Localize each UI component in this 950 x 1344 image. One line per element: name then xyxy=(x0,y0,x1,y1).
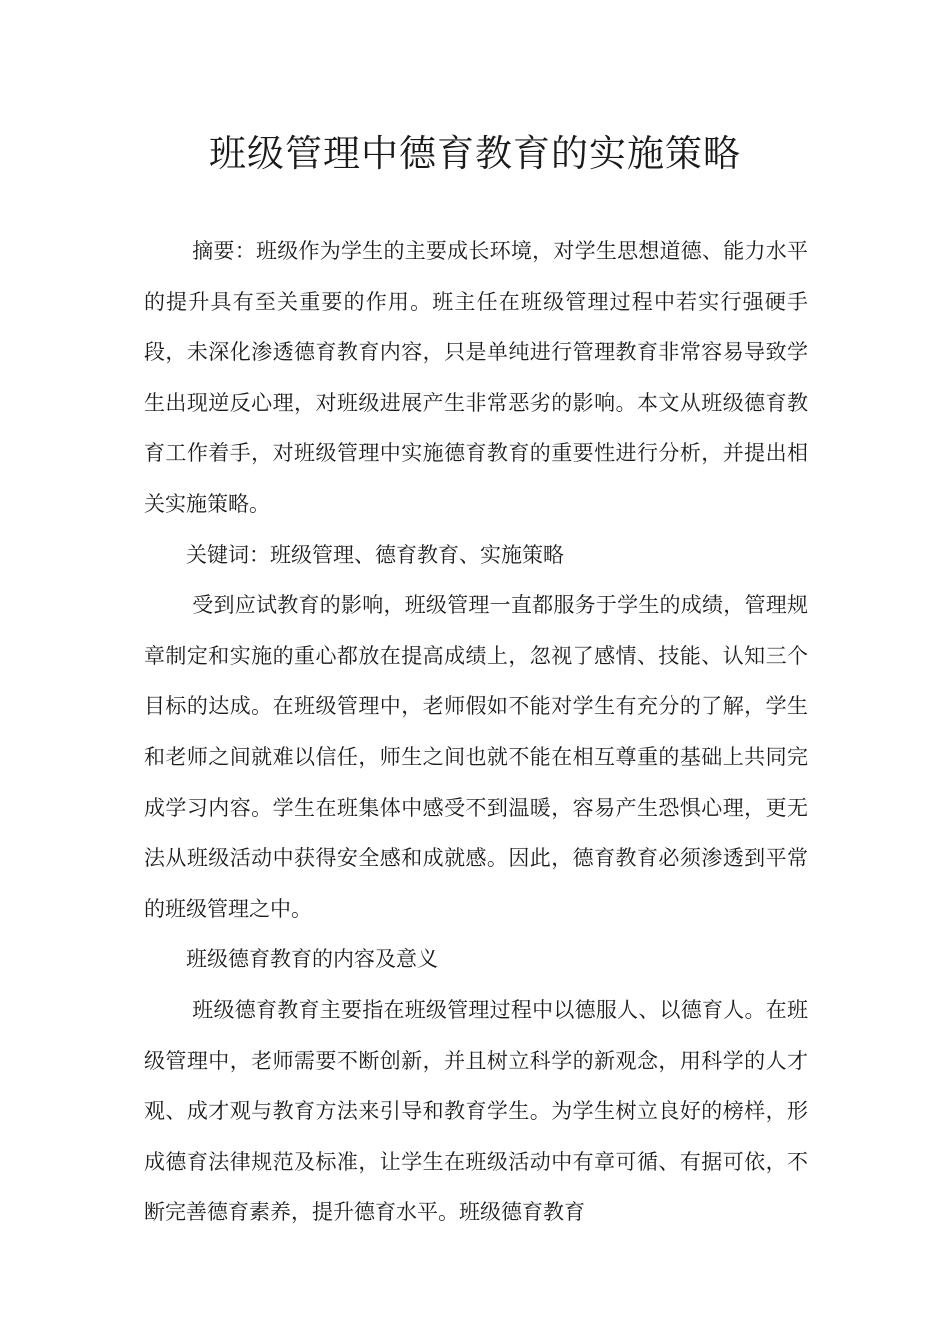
abstract-paragraph: 摘要：班级作为学生的主要成长环境，对学生思想道德、能力水平的提升具有至关重要的作用。班主任在班级管理过程中若实行强硬手段，未深化渗透德育教育内容，只是单纯进行管理教育非常容易导致学生出现逆反心理，对班级进展产生非常恶劣的影响。本文从班级德育教育工作着手，对班级管理中实施德育教育的重要性进行分析，并提出相关实施策略。 xyxy=(144,239,808,516)
section-paragraph: 班级德育教育主要指在班级管理过程中以德服人、以德育人。在班级管理中，老师需要不断创新，并且树立科学的新观念，用科学的人才观、成才观与教育方法来引导和教育学生。为学生树立良好的榜样，形成德育法律规范及标准，让学生在班级活动中有章可循、有据可依，不断完善德育素养，提升德育水平。班级德育教育 xyxy=(144,997,808,1225)
intro-paragraph: 受到应试教育的影响，班级管理一直都服务于学生的成绩，管理规章制定和实施的重心都放在提高成绩上，忽视了感情、技能、认知三个目标的达成。在班级管理中，老师假如不能对学生有充分的了解，学生和老师之间就难以信任，师生之间也就不能在相互尊重的基础上共同完成学习内容。学生在班集体中感受不到温暖，容易产生恐惧心理，更无法从班级活动中获得安全感和成就感。因此，德育教育必须渗透到平常的班级管理之中。 xyxy=(144,593,808,921)
document-title: 班级管理中德育教育的实施策略 xyxy=(209,132,741,175)
keywords-line: 关键词：班级管理、德育教育、实施策略 xyxy=(186,542,564,567)
section-heading: 班级德育教育的内容及意义 xyxy=(186,947,438,972)
document-body xyxy=(144,226,808,1238)
